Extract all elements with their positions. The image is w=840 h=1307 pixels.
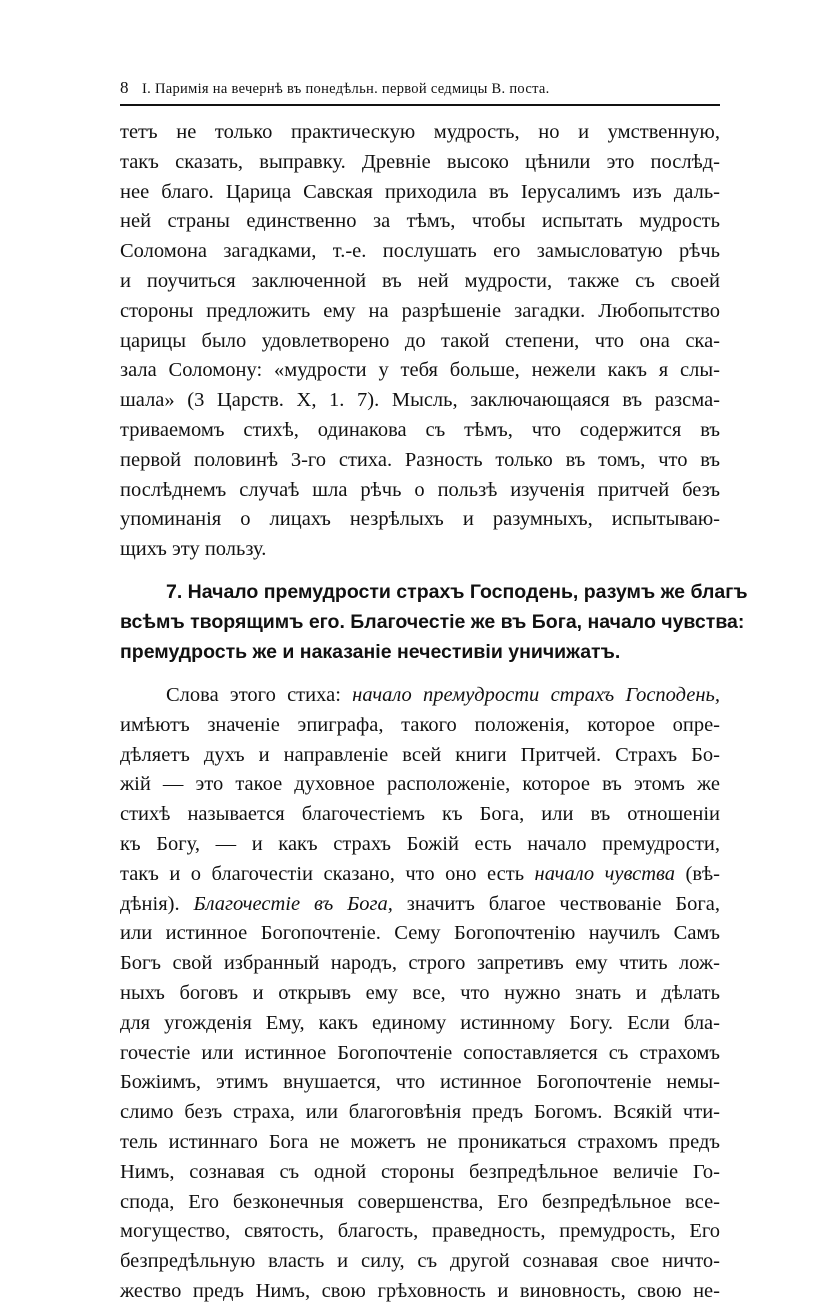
text-line: и поучиться заключенной въ ней мудрости, также съ своей (120, 269, 720, 292)
running-header (120, 78, 720, 106)
text-line: такъ сказать, выправку. Древніе высоко цѣнили это послѣд- (120, 150, 720, 173)
paragraph-1 (120, 118, 720, 565)
text-line: шала» (3 Царств. X, 1. 7). Мысль, заключающаяся въ разсма- (120, 389, 720, 412)
text-line: такъ и о благочестіи сказано, что оно есть начало чувства (вѣ- (120, 862, 720, 885)
verse-heading (120, 577, 748, 667)
paragraph-2 (120, 681, 720, 1307)
text-line: Богъ свой избранный народъ, строго запретивъ ему чтить лож- (120, 952, 720, 975)
text-line: послѣднемъ случаѣ шла рѣчь о пользѣ изученія притчей безъ (120, 478, 720, 501)
text-line: къ Богу, — и какъ страхъ Божій есть начало премудрости, (120, 832, 720, 855)
text-line: тетъ не только практическую мудрость, но и умственную, (120, 121, 720, 143)
text-line: слимо безъ страха, или благоговѣнія предъ Богомъ. Всякій чти- (120, 1101, 720, 1124)
text-line: первой половинѣ 3-го стиха. Разность только въ томъ, что въ (120, 448, 720, 471)
text-line: стороны предложить ему на разрѣшеніе загадки. Любопытство (120, 299, 720, 322)
text-line: дѣнія). Благочестіе въ Бога, значитъ благое чествованіе Бога, (120, 892, 721, 915)
text-line: стихѣ называется благочестіемъ къ Бога, или въ отношеніи (120, 803, 720, 826)
heading-line: 7. Начало премудрости страхъ Господень, разумъ же благъ (166, 580, 748, 603)
italic-quote: Благочестіе въ Бога, (193, 892, 393, 915)
text-line: щихъ эту пользу. (120, 538, 267, 561)
text-line: нее благо. Царица Савская приходила въ Іерусалимъ изъ даль- (120, 180, 720, 203)
text-line: могущество, святость, благость, праведность, премудрость, Его (120, 1220, 720, 1243)
text-line: Соломона загадками, т.-е. послушать его замысловатую рѣчь (120, 240, 720, 263)
text-line: гочестіе или истинное Богопочтеніе сопоставляется съ страхомъ (120, 1041, 720, 1064)
text-line: Божіимъ, этимъ внушается, что истинное Богопочтеніе немы- (120, 1071, 720, 1094)
text-line: зала Соломону: «мудрости у тебя больше, нежели какъ я слы- (120, 359, 720, 382)
heading-line: всѣмъ творящимъ его. Благочестіе же въ Бога, начало чувства: (120, 610, 745, 633)
text-line: жество предъ Нимъ, свою грѣховность и виновность, свою не- (120, 1279, 720, 1302)
text-line: триваемомъ стихѣ, одинакова съ тѣмъ, что содержится въ (120, 418, 720, 441)
text-line: или истинное Богопочтеніе. Сему Богопочтенію научилъ Самъ (120, 922, 720, 945)
page-number: 8 (120, 78, 129, 97)
text-line: ныхъ боговъ и открывъ ему все, что нужно знать и дѣлать (120, 981, 720, 1004)
heading-line: премудрость же и наказаніе нечестивіи уничижатъ. (120, 640, 621, 663)
text-line: дѣляетъ духъ и направленіе всей книги Притчей. Страхъ Бо- (120, 743, 720, 766)
text-line: безпредѣльную власть и силу, съ другой сознавая свое ничто- (120, 1250, 720, 1273)
text-line: Нимъ, сознавая съ одной стороны безпредѣльное величіе Го- (120, 1160, 720, 1183)
text-line: жій — это такое духовное расположеніе, которое въ этомъ же (120, 773, 720, 796)
page-body (120, 118, 748, 1307)
text-line: имѣютъ значеніе эпиграфа, такого положенія, которое опре- (120, 713, 720, 736)
text-line: Слова этого стиха: начало премудрости страхъ Господень, (166, 683, 720, 706)
italic-quote: начало премудрости страхъ Господень, (352, 683, 720, 706)
text-line: для угожденія Ему, какъ единому истинному Богу. Если бла- (120, 1011, 720, 1034)
text-line: ней страны единственно за тѣмъ, чтобы испытать мудрость (120, 210, 720, 233)
running-title: I. Паримія на вечернѣ въ понедѣльн. первой седмицы В. поста. (142, 81, 550, 97)
text-line: упоминанія о лицахъ незрѣлыхъ и разумныхъ, испытываю- (120, 508, 720, 531)
text-line: тель истиннаго Бога не можетъ не проникаться страхомъ предъ (120, 1130, 720, 1153)
italic-quote: начало чувства (534, 862, 676, 885)
text-line: царицы было удовлетворено до такой степени, что она ска- (120, 329, 720, 352)
text-line: спода, Его безконечныя совершенства, Его безпредѣльное все- (120, 1190, 720, 1213)
